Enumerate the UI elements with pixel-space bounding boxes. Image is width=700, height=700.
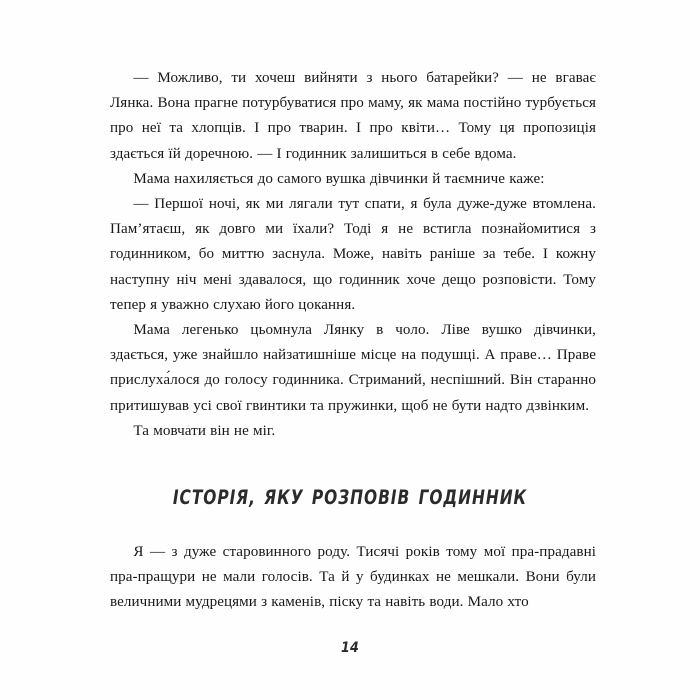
paragraph: — Першої ночі, як ми лягали тут спати, я була дуже-дуже втомлена. Пам’ятаєш, як довго ми їхали? Тоді я не встигла познайомитися з годинником, бо миттю заснула. Може, навіть раніше за тебе. І кожну наступну ніч мені здавалося, що годинник хоче дещо розповісти. Тому тепер я уважно слухаю його цокання. [110, 196, 596, 313]
paragraph: Мама нахиляється до самого вушка дівчинки й таємниче каже: [133, 170, 545, 187]
page-number: 14 [340, 640, 360, 656]
body-text-after-heading [110, 540, 596, 616]
body-text-before-heading [110, 66, 596, 444]
chapter-heading: ІСТОРІЯ, ЯКУ РОЗПОВІВ ГОДИННИК [172, 486, 528, 509]
paragraph: Та мовчати він не міг. [133, 422, 276, 439]
paragraph: — Можливо, ти хочеш вийняти з нього батарейки? — не вгаває Лянка. Вона прагне потурбуватися про маму, як мама постійно турбується про неї та хлопців. І про тварин. І про квіти… Тому ця пропозиція здається їй доречною. — І годинник залишиться в себе вдома. [110, 70, 596, 162]
paragraph: Я — з дуже старовинного роду. Тисячі років тому мої пра-прадавні пра-пращури не мали голосів. Та й у будинках не мешкали. Вони були величними мудрецями з каменів, піску та навіть води. Мало хто [110, 544, 596, 611]
paragraph: Мама легенько цьомнула Лянку в чоло. Ліве вушко дівчинки, здається, уже знайшло найзатишніше місце на подушці. А праве… Праве прислуха́лося до голосу годинника. Стриманий, неспішний. Він старанно притишував усі свої гвинтики та пружинки, щоб не бути надто дзвінким. [110, 322, 596, 414]
